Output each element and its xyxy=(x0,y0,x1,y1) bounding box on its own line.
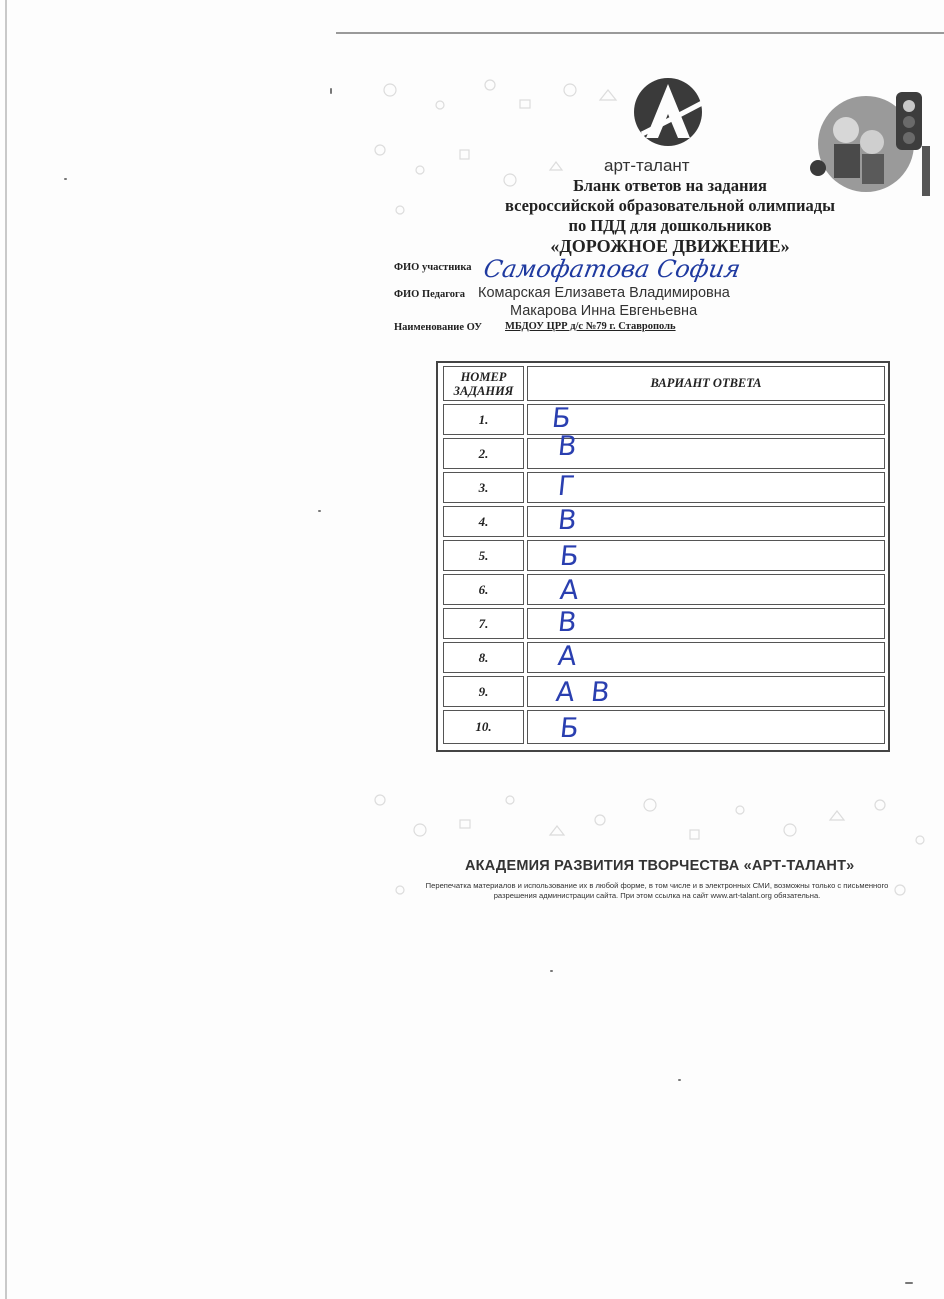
task-number: 4. xyxy=(443,506,524,537)
task-number: 9. xyxy=(443,676,524,707)
handwritten-answer: В xyxy=(556,505,579,536)
task-number: 8. xyxy=(443,642,524,673)
handwritten-answer: Б xyxy=(558,713,581,744)
footer-note-line-1: Перепечатка материалов и использование их в любой форме, в том числе и в электронных СМИ, возможны только с письменного xyxy=(425,881,889,890)
title-line-1: Бланк ответов на задания xyxy=(573,176,767,195)
answer-table xyxy=(436,361,890,752)
title-line-2: всероссийской образовательной олимпиады xyxy=(505,196,835,215)
handwritten-answer: В xyxy=(556,607,579,638)
task-number: 3. xyxy=(443,472,524,503)
page-left-edge xyxy=(5,0,7,1299)
logo-text: арт-талант xyxy=(604,156,690,175)
school-name: МБДОУ ЦРР д/с №79 г. Ставрополь xyxy=(505,321,676,332)
scan-speck xyxy=(678,1079,681,1081)
answer-cell xyxy=(527,676,885,707)
task-number: 1. xyxy=(443,404,524,435)
handwritten-answer: А В xyxy=(554,677,616,708)
answer-cell xyxy=(527,710,885,744)
handwritten-answer: Г xyxy=(556,471,577,502)
answer-cell xyxy=(527,431,885,469)
footer-copyright-note xyxy=(372,881,942,901)
header-number-line-2: ЗАДАНИЯ xyxy=(453,383,514,398)
school-label: Наименование ОУ xyxy=(394,322,482,333)
title-line-4: «ДОРОЖНОЕ ДВИЖЕНИЕ» xyxy=(550,236,790,256)
handwritten-answer: А xyxy=(556,641,579,672)
answer-cell xyxy=(527,574,885,605)
teacher-label: ФИО Педагога xyxy=(394,289,466,300)
task-number: 2. xyxy=(443,438,524,469)
answer-cell xyxy=(527,540,885,571)
participant-label: ФИО участника xyxy=(394,262,472,273)
footer-note-line-2: разрешения администрации сайта. При этом ссылка на сайт www.art-talant.org обязательна. xyxy=(493,891,821,900)
title-line-3: по ПДД для дошкольников xyxy=(568,216,772,235)
answer-cell xyxy=(527,506,885,537)
handwritten-answer: Б xyxy=(558,541,581,572)
scan-speck xyxy=(550,970,553,972)
scan-top-border xyxy=(336,32,944,34)
footer-title: АКАДЕМИЯ РАЗВИТИЯ ТВОРЧЕСТВА «АРТ-ТАЛАНТ» xyxy=(465,858,855,874)
handwritten-answer: В xyxy=(556,431,579,462)
header-number-line-1: НОМЕР xyxy=(460,369,507,384)
form-title xyxy=(450,176,890,256)
scan-speck xyxy=(905,1282,913,1284)
handwritten-answer: А xyxy=(558,575,581,606)
art-talant-logo-icon xyxy=(620,72,720,162)
answer-cell xyxy=(527,608,885,639)
task-number: 10. xyxy=(443,710,524,744)
scan-speck xyxy=(318,510,321,512)
task-number: 7. xyxy=(443,608,524,639)
answer-cell xyxy=(527,642,885,673)
task-number: 5. xyxy=(443,540,524,571)
handwritten-answer: Б xyxy=(550,403,573,434)
participant-name-handwritten: Самофатова София xyxy=(481,255,743,283)
task-number: 6. xyxy=(443,574,524,605)
teacher-name-1: Комарская Елизавета Владимировна xyxy=(478,285,730,301)
scan-speck xyxy=(330,88,332,94)
header-answer: ВАРИАНТ ОТВЕТА xyxy=(527,366,885,401)
answer-cell xyxy=(527,404,885,435)
header-task-number xyxy=(443,366,524,401)
scan-speck xyxy=(64,178,67,180)
answer-cell xyxy=(527,472,885,503)
teacher-name-2: Макарова Инна Евгеньевна xyxy=(510,303,698,319)
